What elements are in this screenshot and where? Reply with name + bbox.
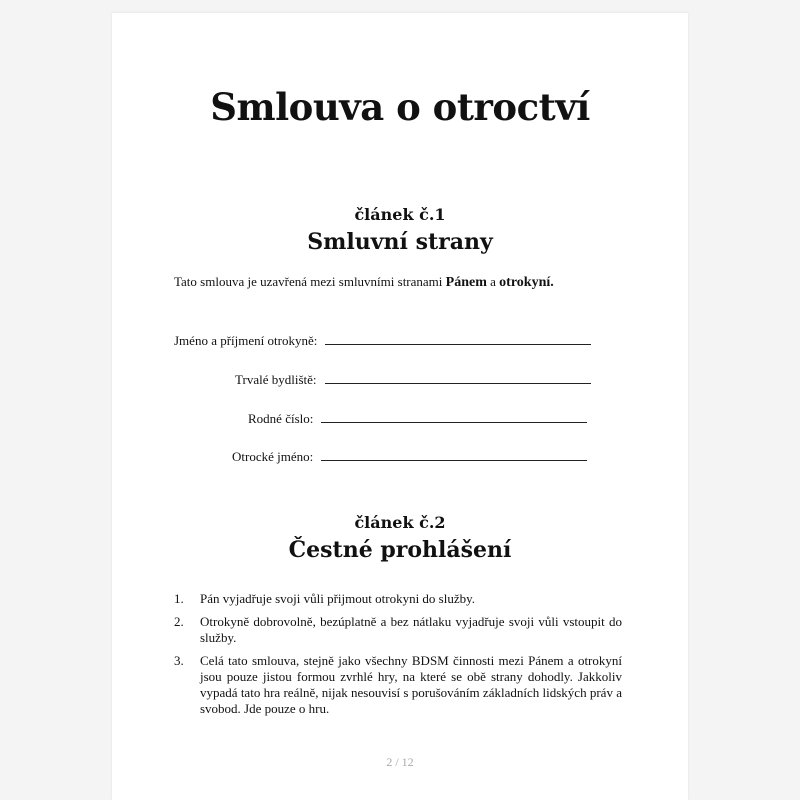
field-residence xyxy=(235,372,591,388)
list-text: Celá tato smlouva, stejně jako všechny BDSM činnosti mezi Pánem a otrokyní jsou pouze jistou formou zvrhlé hry, na které se obě strany dohodly. Jakkoliv vypadá tato hra reálně, nijak nesouvisí s porušováním základních lidských práv a svobod. Jde pouze o hru. xyxy=(200,653,622,716)
field-label: Jméno a příjmení otrokyně: xyxy=(174,333,318,348)
field-blank-line[interactable] xyxy=(321,459,587,461)
page-indicator: 2 / 12 xyxy=(386,755,414,769)
field-label: Rodné číslo: xyxy=(248,411,314,426)
list-text: Pán vyjadřuje svoji vůli přijmout otrokyni do služby. xyxy=(200,591,476,606)
document-page xyxy=(112,13,688,800)
article-2-number: článek č.2 xyxy=(354,513,446,532)
intro-paragraph xyxy=(174,274,554,291)
list-number: 2. xyxy=(174,614,184,629)
list-item xyxy=(174,653,622,717)
party-slave: otrokyní. xyxy=(499,275,554,290)
list-item xyxy=(174,591,622,607)
field-blank-line[interactable] xyxy=(325,382,591,384)
field-label: Trvalé bydliště: xyxy=(235,372,317,387)
field-blank-line[interactable] xyxy=(321,421,587,423)
field-full-name xyxy=(174,333,591,349)
field-slave-name xyxy=(232,449,587,465)
list-number: 3. xyxy=(174,653,184,668)
article-2-heading: Čestné prohlášení xyxy=(288,537,512,563)
document-title: Smlouva o otroctví xyxy=(210,85,590,129)
article-1-number: článek č.1 xyxy=(354,205,446,224)
intro-text: Tato smlouva je uzavřená mezi smluvními stranami xyxy=(174,274,446,289)
article-1-heading: Smluvní strany xyxy=(307,229,493,255)
field-birth-number xyxy=(248,411,587,427)
declarations-list xyxy=(174,591,622,724)
list-text: Otrokyně dobrovolně, bezúplatně a bez nátlaku vyjadřuje svoji vůli vstoupit do služby. xyxy=(200,614,622,645)
field-blank-line[interactable] xyxy=(325,343,591,345)
list-number: 1. xyxy=(174,591,184,606)
party-master: Pánem xyxy=(445,275,487,290)
intro-connector: a xyxy=(486,274,500,289)
list-item xyxy=(174,614,622,646)
field-label: Otrocké jméno: xyxy=(232,449,314,464)
